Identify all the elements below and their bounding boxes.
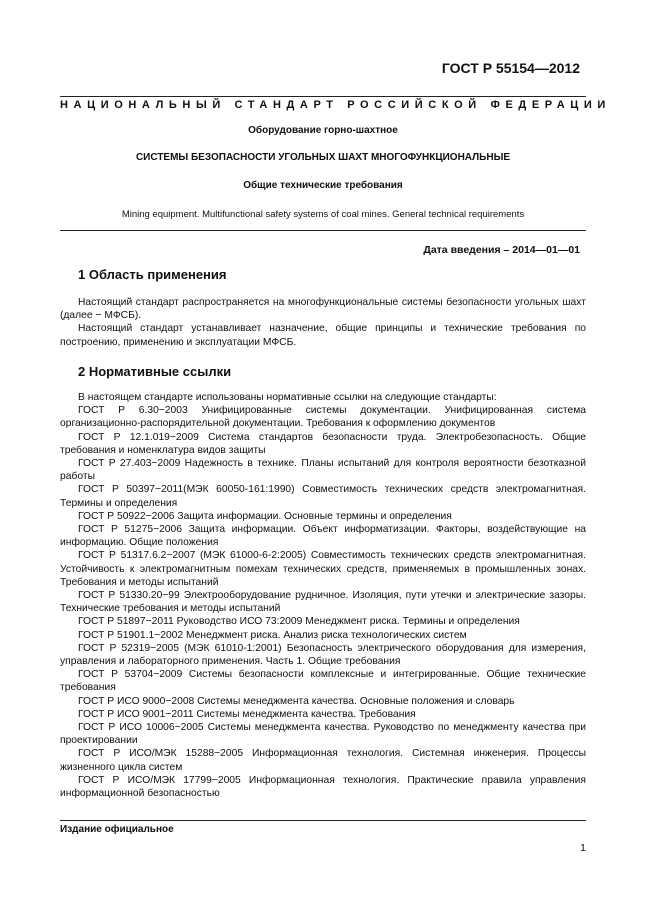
paragraph: ГОСТ Р 51901.1−2002 Менеджмент риска. Анализ риска технологических систем — [78, 629, 467, 641]
paragraph: ГОСТ Р ИСО 9000−2008 Системы менеджмента качества. Основные положения и словарь — [78, 695, 515, 707]
paragraph: ГОСТ Р 52319−2005 (МЭК 61010-1:2001) Безопасность электрического оборудования для измерения, управления и лабораторного применения. Часть 1. Общие требования — [60, 642, 586, 668]
paragraph: ГОСТ Р 51330.20−99 Электрооборудование рудничное. Изоляция, пути утечки и электрические зазоры. Технические требования и методы испытаний — [60, 590, 586, 615]
paragraph: Настоящий стандарт распространяется на многофункциональные системы безопасности угольных шахт (далее − МФСБ). — [60, 297, 586, 322]
title-line-1: Оборудование горно-шахтное — [248, 125, 398, 136]
paragraph: ГОСТ Р ИСО 9001−2011 Системы менеджмента качества. Требования — [78, 708, 416, 720]
paragraph: ГОСТ Р 6.30−2003 Унифицированные системы документации. Унифицированная система организационно-распорядительной документации. Требования к оформлению документов — [60, 405, 586, 430]
section-2-heading: 2 Нормативные ссылки — [78, 364, 232, 379]
section-2-body — [60, 391, 586, 800]
paragraph: ГОСТ Р ИСО 10006−2005 Системы менеджмента качества. Руководство по менеджменту качества при проектировании — [60, 722, 586, 747]
section-1-heading: 1 Область применения — [78, 267, 227, 282]
paragraph: В настоящем стандарте использованы нормативные ссылки на следующие стандарты: — [78, 392, 497, 403]
paragraph: ГОСТ Р 51275−2006 Защита информации. Объект информатизации. Факторы, воздействующие на информацию. Общие положения — [60, 524, 586, 549]
paragraph: ГОСТ Р 27.403−2009 Надежность в технике. Планы испытаний для контроля вероятности безотказной работы — [60, 458, 586, 483]
paragraph: ГОСТ Р 53704−2009 Системы безопасности комплексные и интегрированные. Общие технические требования — [60, 669, 586, 694]
top-rule — [60, 96, 586, 97]
paragraph: ГОСТ Р ИСО/МЭК 15288−2005 Информационная технология. Системная инженерия. Процессы жизненного цикла систем — [60, 748, 586, 773]
page-number: 1 — [580, 842, 586, 854]
paragraph: ГОСТ Р 50922−2006 Защита информации. Основные термины и определения — [78, 510, 452, 522]
paragraph: ГОСТ Р 51897−2011 Руководство ИСО 73:2009 Менеджмент риска. Термины и определения — [78, 616, 520, 628]
edition-label: Издание официальное — [60, 824, 174, 835]
english-title: Mining equipment. Multifunctional safety systems of coal mines. General technical requirements — [121, 209, 525, 220]
footer-rule — [60, 820, 586, 821]
paragraph: ГОСТ Р 51317.6.2−2007 (МЭК 61000-6-2:2005) Совместимость технических средств электромагнитная. Устойчивость к электромагнитным помехам технических средств, применяемых в промышленных зонах. Требования и методы испытаний — [60, 550, 586, 588]
paragraph: ГОСТ Р 50397−2011(МЭК 60050-161:1990) Совместимость технических средств электромагнитная. Термины и определения — [60, 484, 586, 509]
document-code: ГОСТ Р 55154—2012 — [441, 60, 580, 76]
introduction-date: Дата введения – 2014—01—01 — [423, 244, 580, 256]
paragraph: ГОСТ Р 12.1.019−2009 Система стандартов безопасности труда. Электробезопасность. Общие требования и номенклатура видов защиты — [60, 431, 586, 456]
national-standard-title: НАЦИОНАЛЬНЫЙ СТАНДАРТ РОССИЙСКОЙ ФЕДЕРАЦИИ — [60, 99, 611, 111]
paragraph: ГОСТ Р ИСО/МЭК 17799−2005 Информационная технология. Практические правила управления информационной безопасностью — [60, 774, 586, 800]
paragraph: Настоящий стандарт устанавливает назначение, общие принципы и технические требования по построению, применению и эксплуатации МФСБ. — [60, 323, 586, 348]
title-rule — [60, 230, 586, 231]
section-1-body — [60, 296, 586, 349]
title-line-3: Общие технические требования — [243, 180, 403, 191]
title-line-2: СИСТЕМЫ БЕЗОПАСНОСТИ УГОЛЬНЫХ ШАХТ МНОГОФУНКЦИОНАЛЬНЫЕ — [135, 152, 511, 163]
